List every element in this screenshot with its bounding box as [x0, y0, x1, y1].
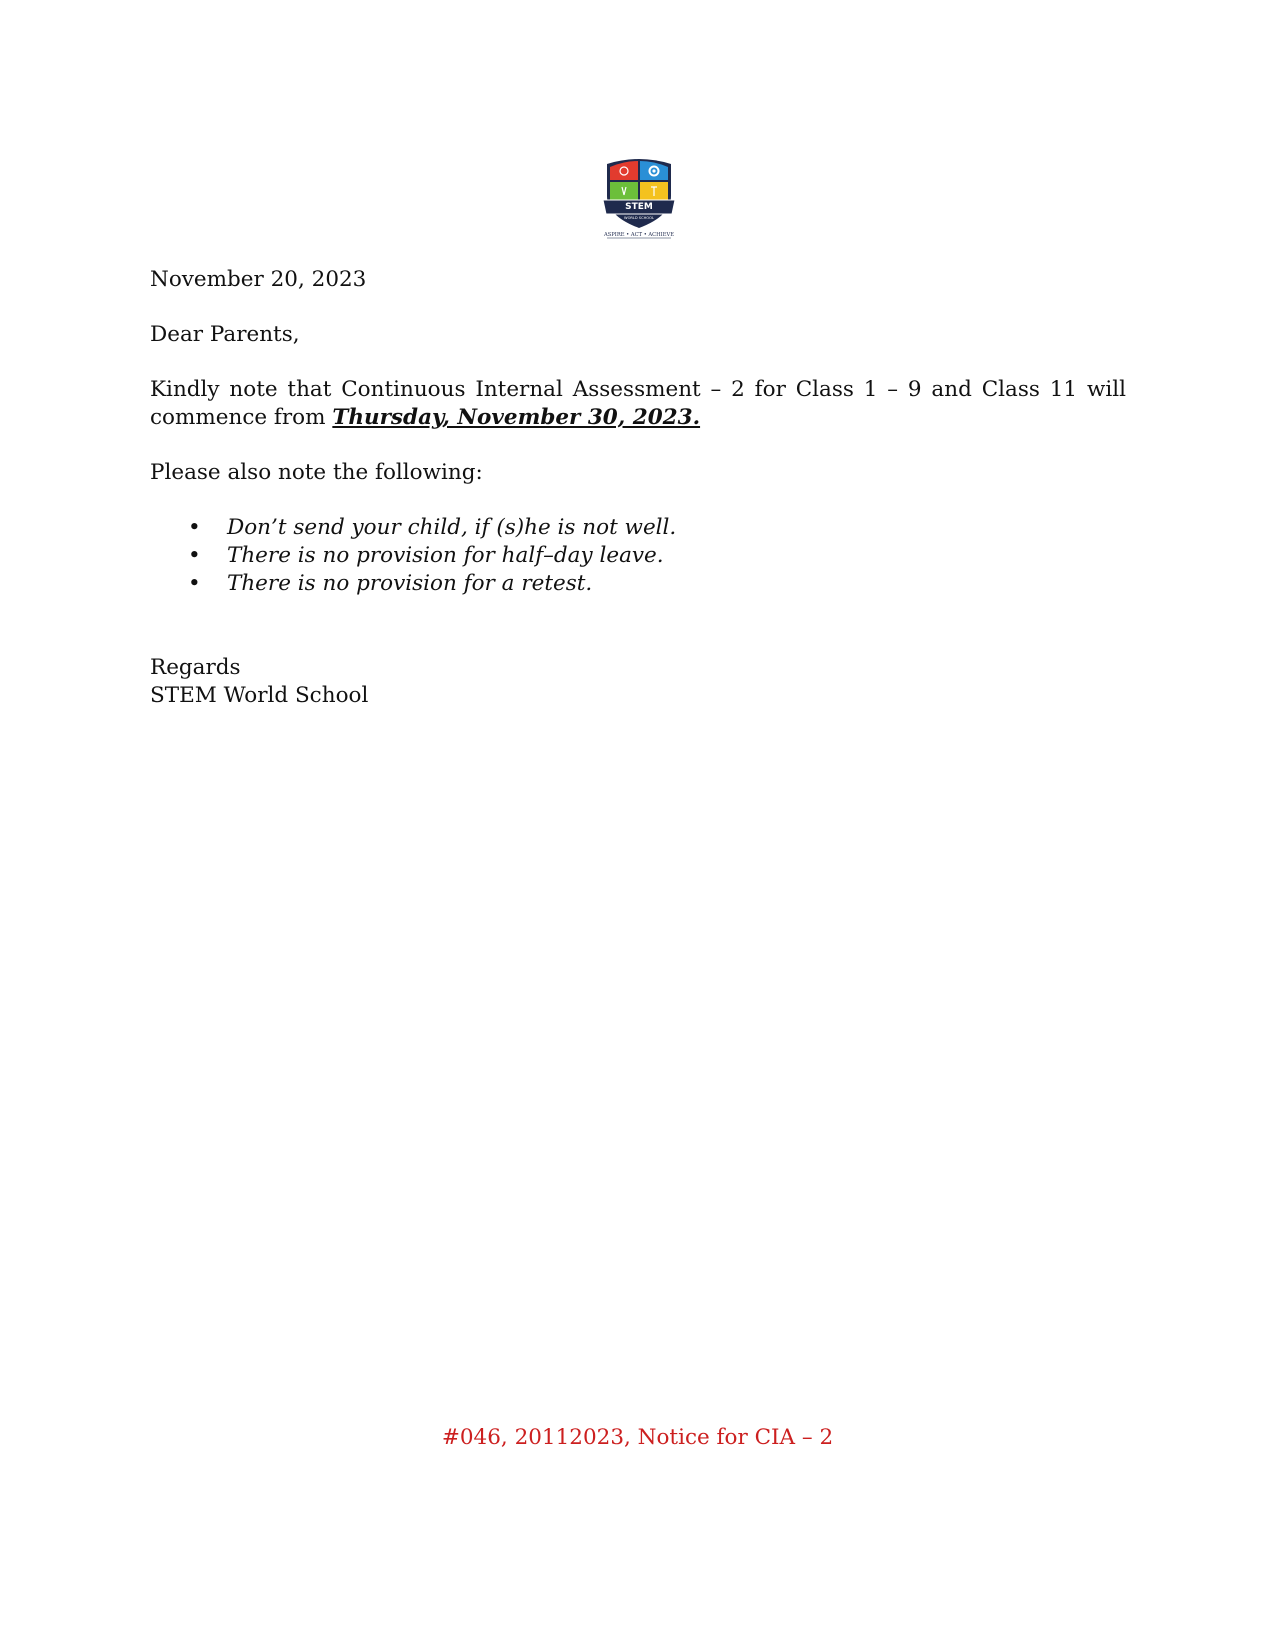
list-item	[150, 570, 1126, 598]
notes-list	[150, 514, 1126, 598]
list-item	[150, 542, 1126, 570]
note-intro: Please also note the following:	[150, 460, 483, 485]
letter-date: November 20, 2023	[150, 267, 367, 292]
assessment-notice-paragraph	[150, 376, 1126, 432]
logo-motto-text: ASPIRE • ACT • ACHIEVE	[603, 232, 675, 238]
note-text: There is no provision for a retest.	[227, 571, 593, 596]
letter-body	[150, 266, 1126, 710]
salutation: Dear Parents,	[150, 322, 300, 347]
school-logo	[597, 156, 681, 240]
commencement-date: Thursday, November 30, 2023.	[332, 405, 701, 430]
logo-subbanner-text: WORLD SCHOOL	[624, 216, 654, 220]
bullet-icon: •	[188, 571, 201, 596]
note-text: Don’t send your child, if (s)he is not well.	[227, 515, 677, 540]
bullet-icon: •	[188, 515, 201, 540]
footer-reference: #046, 20112023, Notice for CIA – 2	[441, 1425, 834, 1450]
signature: STEM World School	[150, 683, 369, 708]
note-text: There is no provision for half–day leave.	[227, 543, 664, 568]
closing: Regards	[150, 655, 241, 680]
list-item	[150, 514, 1126, 542]
bullet-icon: •	[188, 543, 201, 568]
logo-banner-text: STEM	[625, 202, 653, 212]
notice-text: Kindly note that Continuous Internal Assessment – 2 for Class 1 – 9 and Class 11 will commence from	[150, 377, 1126, 430]
